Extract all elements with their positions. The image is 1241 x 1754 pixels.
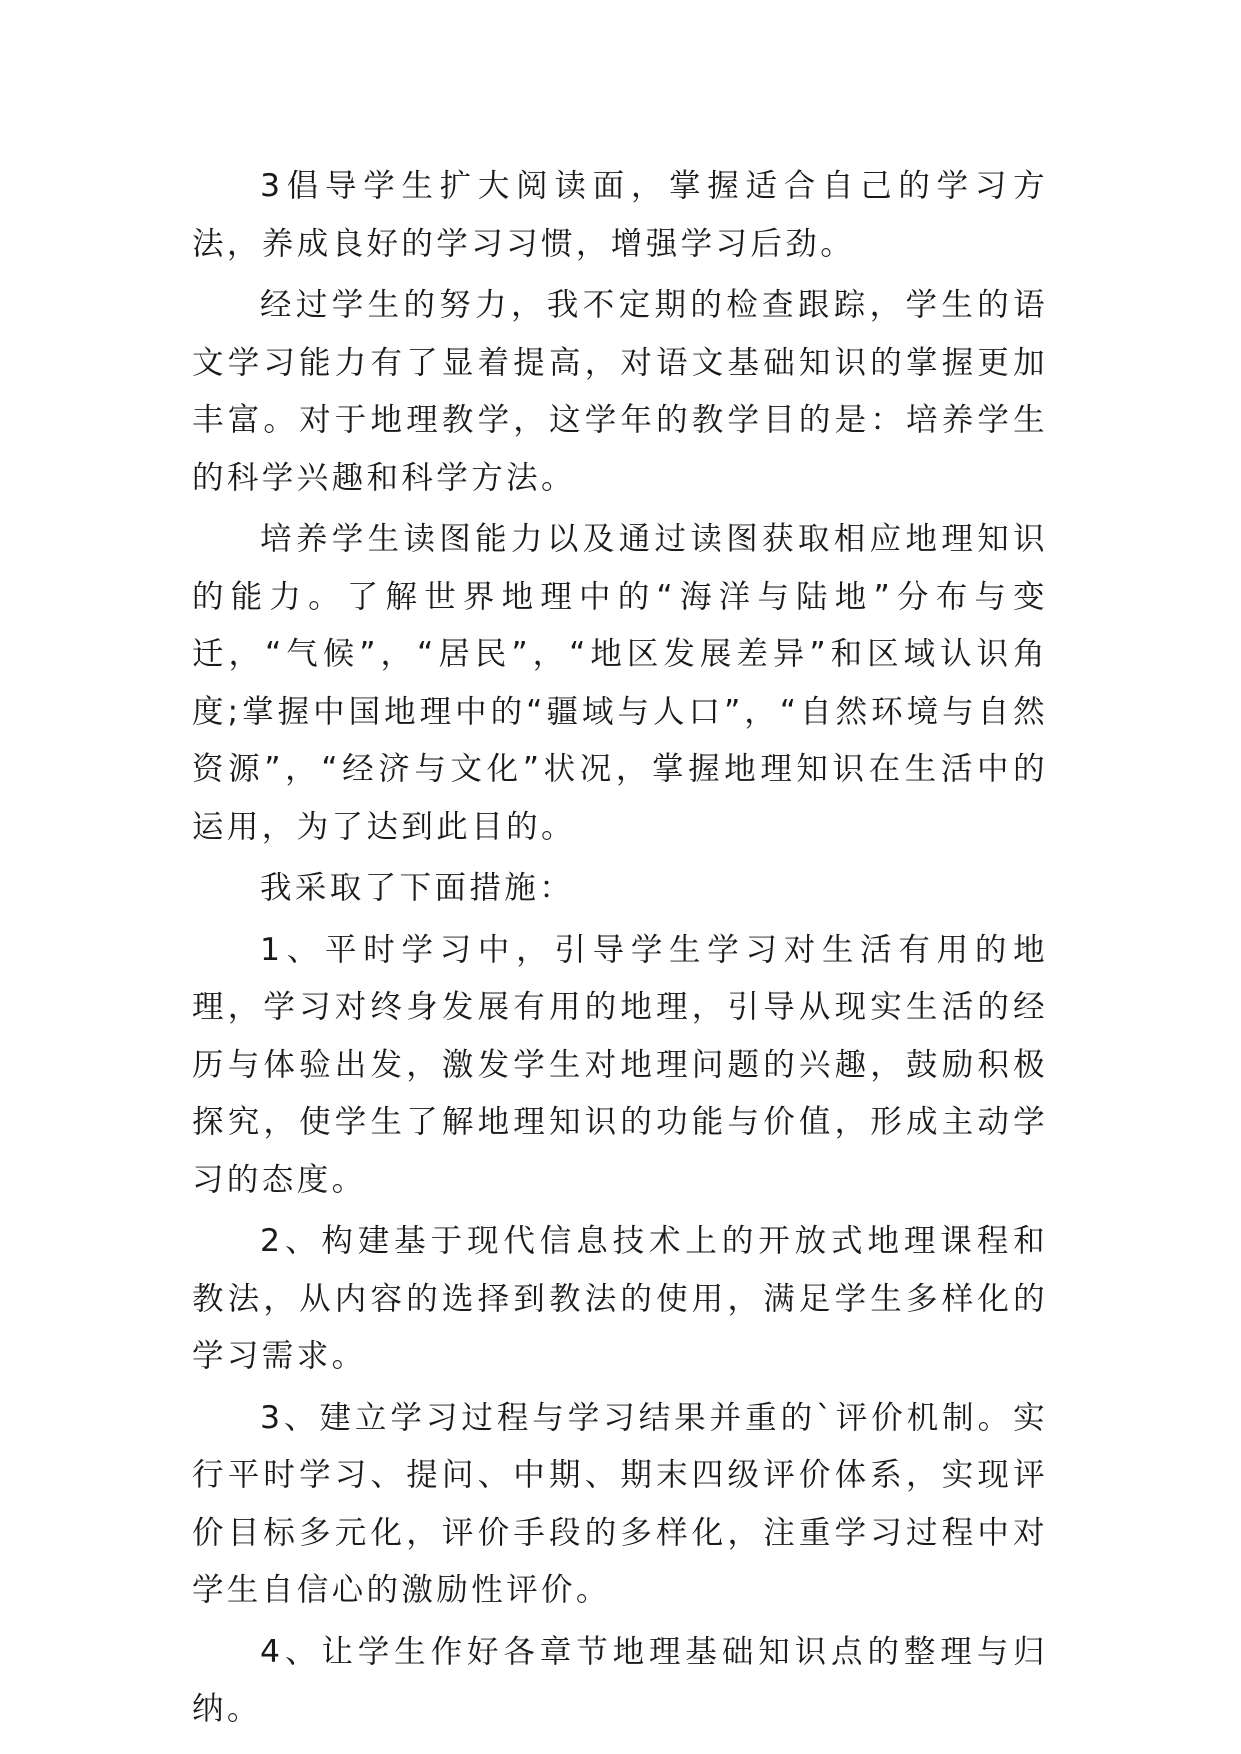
- paragraph-measures-intro: 我采取了下面措施：: [260, 870, 575, 906]
- paragraph-measure-1: 1、平时学习中，引导学生学习对生活有用的地理，学习对终身发展有用的地理，引导从现实生活的经历与体验出发，激发学生对地理问题的兴趣，鼓励积极探究，使学生了解地理知识的功能与价值，形成主动学习的态度。: [192, 931, 1048, 1198]
- paragraph-measure-3: 3、建立学习过程与学习结果并重的`评价机制。实行平时学习、提问、中期、期末四级评价体系，实现评价目标多元化，评价手段的多样化，注重学习过程中对学生自信心的激励性评价。: [192, 1399, 1048, 1608]
- paragraph-measure-2: 2、构建基于现代信息技术上的开放式地理课程和教法，从内容的选择到教法的使用，满足学生多样化的学习需求。: [192, 1223, 1048, 1374]
- paragraph-reading-habits: 3倡导学生扩大阅读面，掌握适合自己的学习方法，养成良好的学习习惯，增强学习后劲。: [192, 168, 1048, 262]
- document-page: [192, 158, 1048, 1743]
- paragraph-chinese-progress: 经过学生的努力，我不定期的检查跟踪，学生的语文学习能力有了显着提高，对语文基础知识的掌握更加丰富。对于地理教学，这学年的教学目的是：培养学生的科学兴趣和科学方法。: [192, 287, 1048, 496]
- paragraph-measure-4: 4、让学生作好各章节地理基础知识点的整理与归纳。: [192, 1633, 1048, 1727]
- paragraph-geography-goals: 培养学生读图能力以及通过读图获取相应地理知识的能力。了解世界地理中的“海洋与陆地”分布与变迁，“气候”，“居民”，“地区发展差异”和区域认识角度;掌握中国地理中的“疆域与人口”，“自然环境与自然资源”，“经济与文化”状况，掌握地理知识在生活中的运用，为了达到此目的。: [192, 521, 1048, 845]
